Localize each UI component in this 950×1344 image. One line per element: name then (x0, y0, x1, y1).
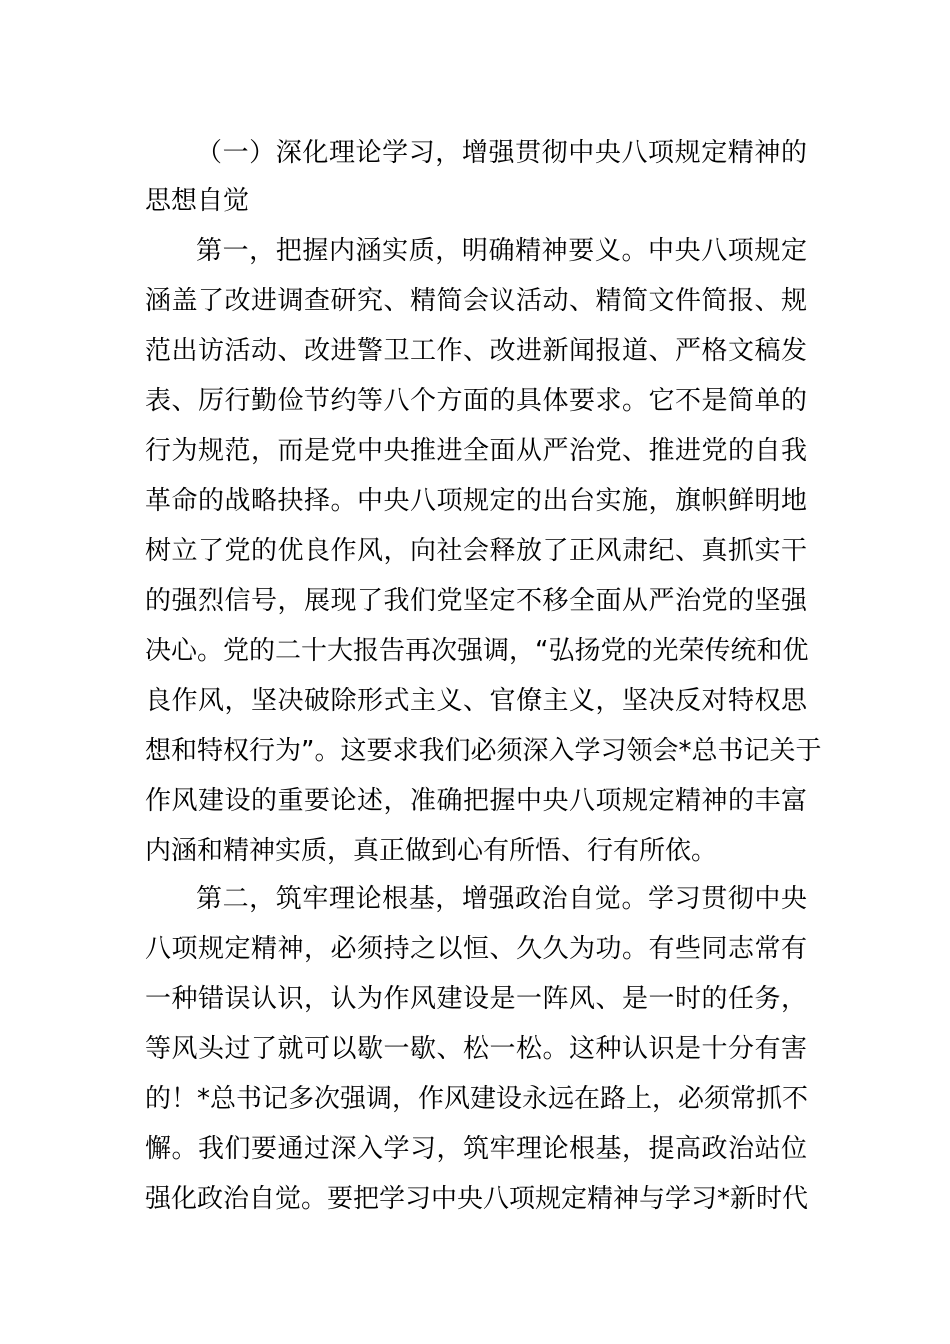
paragraph-1-line-4: 表、厉行勤俭节约等八个方面的具体要求。它不是简单的 (145, 386, 807, 416)
paragraph-2-line-4: 等风头过了就可以歇一歇、松一松。这种认识是十分有害 (145, 1034, 807, 1064)
paragraph-2-line-5: 的！*总书记多次强调，作风建设永远在路上，必须常抓不 (145, 1084, 809, 1114)
paragraph-1-line-8: 的强烈信号，展现了我们党坚定不移全面从严治党的坚强 (145, 586, 807, 616)
section-heading-line-1: （一）深化理论学习，增强贯彻中央八项规定精神的 (196, 138, 807, 168)
paragraph-2-line-6: 懈。我们要通过深入学习，筑牢理论根基，提高政治站位 (145, 1134, 807, 1164)
paragraph-1-line-1: 第一，把握内涵实质，明确精神要义。中央八项规定 (196, 236, 807, 266)
paragraph-1-line-9: 决心。党的二十大报告再次强调，“弘扬党的光荣传统和优 (145, 636, 809, 666)
paragraph-1-line-5: 行为规范，而是党中央推进全面从严治党、推进党的自我 (145, 436, 807, 466)
paragraph-1-line-13: 内涵和精神实质，真正做到心有所悟、行有所依。 (145, 836, 718, 866)
paragraph-1-line-10: 良作风，坚决破除形式主义、官僚主义，坚决反对特权思 (145, 686, 807, 716)
paragraph-1-line-7: 树立了党的优良作风，向社会释放了正风肃纪、真抓实干 (145, 536, 807, 566)
paragraph-2-line-2: 八项规定精神，必须持之以恒、久久为功。有些同志常有 (145, 934, 807, 964)
section-heading-line-2: 思想自觉 (145, 186, 250, 216)
paragraph-1-line-6: 革命的战略抉择。中央八项规定的出台实施，旗帜鲜明地 (145, 486, 807, 516)
paragraph-2-line-3: 一种错误认识，认为作风建设是一阵风、是一时的任务， (145, 984, 807, 1014)
paragraph-1-line-3: 范出访活动、改进警卫工作、改进新闻报道、严格文稿发 (145, 336, 807, 366)
paragraph-1-line-12: 作风建设的重要论述，准确把握中央八项规定精神的丰富 (145, 786, 807, 816)
paragraph-2-line-7: 强化政治自觉。要把学习中央八项规定精神与学习*新时代 (145, 1184, 809, 1214)
paragraph-1-line-11: 想和特权行为”。这要求我们必须深入学习领会*总书记关于 (145, 736, 822, 766)
paragraph-1-line-2: 涵盖了改进调查研究、精简会议活动、精简文件简报、规 (145, 286, 807, 316)
paragraph-2-line-1: 第二，筑牢理论根基，增强政治自觉。学习贯彻中央 (196, 884, 807, 914)
